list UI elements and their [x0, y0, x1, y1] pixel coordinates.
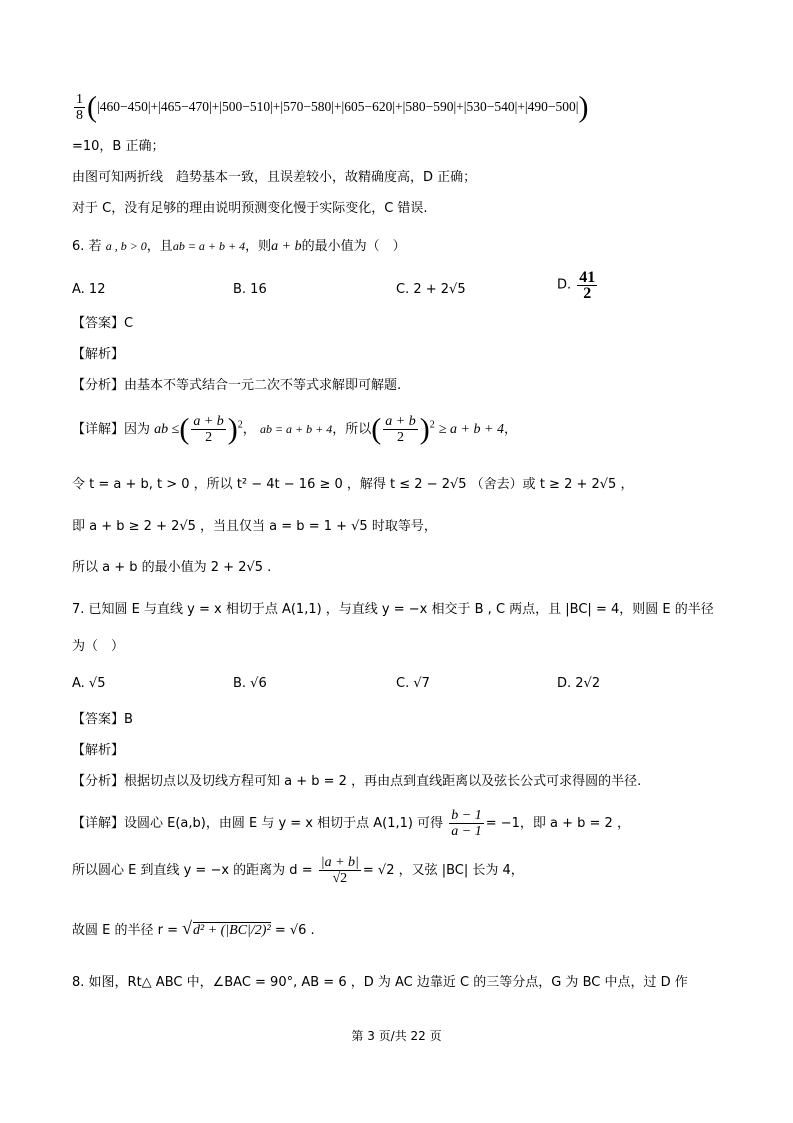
q6-analysis-title: 【解析】	[72, 347, 125, 362]
q6-option-c: C. 2 + 2√5	[396, 282, 466, 297]
conclusion-d-line: 由图可知两折线 趋势基本一致，且误差较小，故精确度高，D 正确；	[72, 170, 477, 185]
q7-option-c: C. √7	[396, 676, 430, 691]
q7-option-b: B. √6	[233, 676, 267, 691]
q7-option-d: D. 2√2	[557, 676, 601, 691]
q6-detail-line1: 【详解】因为 ab ≤( $\frac{a + b}{2}$ )$^2$， ab = a + b + 4，所以( $\frac{a + b}{2}$ )$^2$ ≥ a + b + 4，	[72, 412, 517, 446]
q7-detail-line2: 所以圆心 E 到直线 y = −x 的距离为 d = $\frac{|a + b|}{√2}$ = √2 ，又弦 |BC| 长为 4，	[72, 855, 524, 886]
q6-option-a: A. 12	[72, 282, 106, 297]
conclusion-c-line: 对于 C，没有足够的理由说明预测变化慢于实际变化，C 错误.	[72, 201, 428, 216]
result-line: =10，B 正确；	[72, 139, 165, 154]
q6-option-b: B. 16	[233, 282, 267, 297]
page-footer: 第 3 页/共 22 页	[351, 1029, 442, 1043]
q6-answer: 【答案】C	[72, 316, 134, 331]
question-6-stem: 6. 若 a , b > 0，且ab = a + b + 4，则a + b的最小值为（ ）	[72, 239, 406, 254]
question-7-stem: 7. 已知圆 E 与直线 y = x 相切于点 A(1,1) ，与直线 y = −x 相交于 B , C 两点，且 |BC| = 4，则圆 E 的半径	[72, 602, 714, 617]
question-7-stem-cont: 为（ ）	[72, 639, 125, 654]
q7-answer: 【答案】B	[72, 712, 133, 727]
q6-detail-line3: 即 a + b ≥ 2 + 2√5 ，当且仅当 a = b = 1 + √5 时取等号，	[72, 519, 437, 534]
q7-detail-line3: 故圆 E 的半径 r = √d² + (|BC|/2)² = √6 .	[72, 918, 315, 938]
question-8-stem: 8. 如图，Rt△ ABC 中，∠BAC = 90°, AB = 6 ，D 为 AC 边靠近 C 的三等分点，G 为 BC 中点，过 D 作	[72, 975, 688, 990]
q6-detail-line2: 令 t = a + b, t > 0 ，所以 t² − 4t − 16 ≥ 0 ，解得 t ≤ 2 − 2√5 （舍去）或 t ≥ 2 + 2√5 ，	[72, 477, 634, 492]
q6-detail-line4: 所以 a + b 的最小值为 2 + 2√5 .	[72, 560, 272, 575]
q7-option-a: A. √5	[72, 676, 106, 691]
fraction-one-eighth: $\frac{1}{8}$	[76, 92, 83, 123]
sum-expression-line: $\frac{1}{8}$ (|460−450|+|465−470|+|500−510|+|570−580|+|605−620|+|580−590|+|530−540|+|490−500|)	[76, 90, 589, 124]
absolute-differences: |460−450|+|465−470|+|500−510|+|570−580|+|605−620|+|580−590|+|530−540|+|490−500|	[97, 99, 579, 114]
q6-option-d: D. $\frac{41}{2}$	[557, 269, 596, 302]
q7-analysis: 【分析】根据切点以及切线方程可知 a + b = 2 ，再由点到直线距离以及弦长公式可求得圆的半径.	[72, 774, 642, 789]
q7-detail-line1: 【详解】设圆心 E(a,b)，由圆 E 与 y = x 相切于点 A(1,1) 可得 $\frac{b - 1}{a - 1}$ = −1，即 a + b = 2 ，	[72, 808, 630, 839]
q6-analysis: 【分析】由基本不等式结合一元二次不等式求解即可解题.	[72, 378, 402, 393]
q7-analysis-title: 【解析】	[72, 743, 125, 758]
